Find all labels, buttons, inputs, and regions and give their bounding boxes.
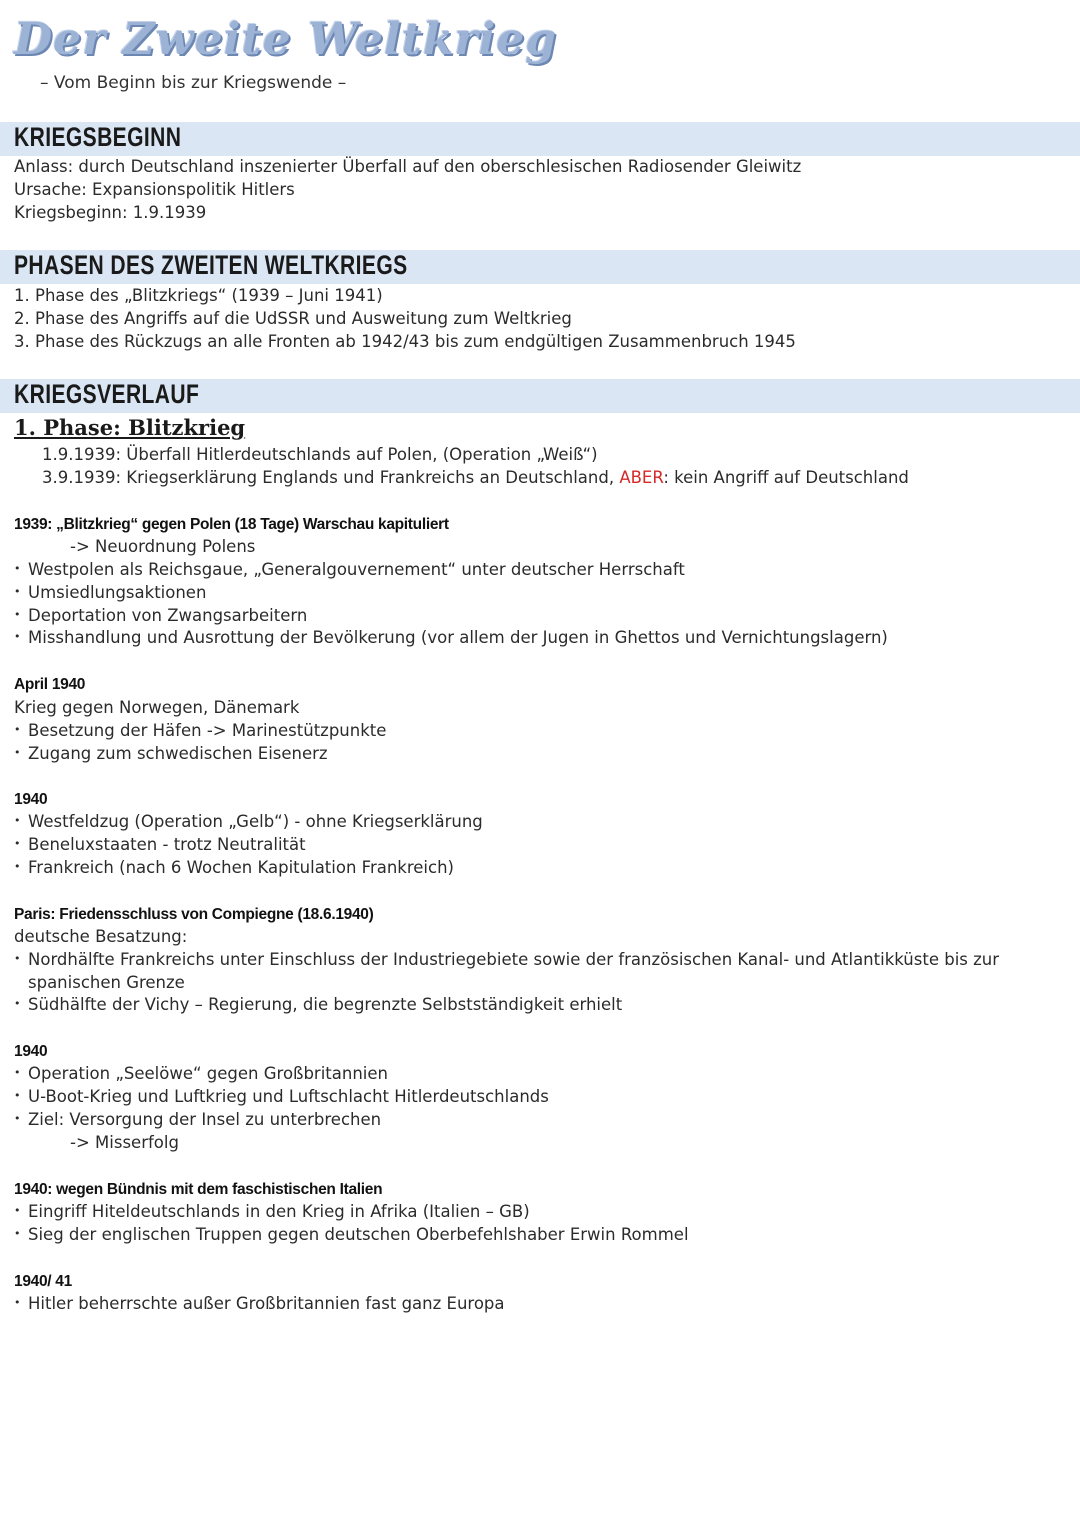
list-item-text: Ziel: Versorgung der Insel zu unterbrechen (28, 1110, 382, 1129)
block-heading: 1939: „Blitzkrieg“ gegen Polen (18 Tage) Warschau kapituliert (14, 516, 449, 533)
list-item-text: Frankreich (nach 6 Wochen Kapitulation Frankreich) (28, 858, 454, 877)
bullet-icon: • (14, 1227, 21, 1240)
block-heading: 1940 (14, 1043, 48, 1060)
text-line: Krieg gegen Norwegen, Dänemark (14, 698, 300, 717)
list-item-text: Hitler beherrschte außer Großbritannien fast ganz Europa (28, 1294, 505, 1313)
list-item-text: Besetzung der Häfen -> Marinestützpunkte (28, 721, 387, 740)
list-item (14, 744, 328, 763)
list-item (14, 1087, 549, 1106)
list-item-text: Westfeldzug (Operation „Gelb“) - ohne Kriegserklärung (28, 812, 483, 831)
bullet-icon: • (14, 997, 21, 1010)
section-heading-phasen: PHASEN DES ZWEITEN WELTKRIEGS (14, 250, 408, 280)
list-item-text: Umsiedlungsaktionen (28, 583, 207, 602)
list-item (14, 1225, 689, 1244)
list-item (14, 1294, 505, 1313)
list-item-text: Zugang zum schwedischen Eisenerz (28, 744, 328, 763)
bullet-icon: • (14, 585, 21, 598)
list-item (14, 560, 685, 579)
list-item (14, 858, 454, 877)
text-line: deutsche Besatzung: (14, 927, 188, 946)
highlight-aber: ABER (619, 468, 664, 487)
bullet-icon: • (14, 1112, 21, 1125)
text-line: 2. Phase des Angriffs auf die UdSSR und Ausweitung zum Weltkrieg (14, 309, 572, 328)
block-heading: 1940 (14, 791, 48, 808)
bullet-icon: • (14, 1089, 21, 1102)
phase-heading: 1. Phase: Blitzkrieg (14, 415, 246, 440)
text-line: Kriegsbeginn: 1.9.1939 (14, 203, 207, 222)
text-line: Anlass: durch Deutschland inszenierter Überfall auf den oberschlesischen Radiosender Gleiwitz (14, 157, 802, 176)
list-item (14, 583, 206, 602)
bullet-icon: • (14, 814, 21, 827)
list-item-text: Eingriff Hiteldeutschlands in den Krieg in Afrika (Italien – GB) (28, 1202, 530, 1221)
text-line (42, 468, 909, 487)
list-item (14, 812, 483, 831)
block-heading: April 1940 (14, 676, 86, 693)
bullet-icon: • (14, 952, 21, 965)
list-item-text: Misshandlung und Ausrottung der Bevölkerung (vor allem der Jugen in Ghettos und Vernichtungslagern) (28, 628, 888, 647)
bullet-icon: • (14, 630, 21, 643)
block-heading: Paris: Friedensschluss von Compiegne (18.6.1940) (14, 906, 374, 923)
list-item (14, 1064, 388, 1083)
text-part: : kein Angriff auf Deutschland (663, 468, 909, 487)
text-line: 1.9.1939: Überfall Hitlerdeutschlands auf Polen, (Operation „Weiß“) (42, 445, 598, 464)
list-item-text: Deportation von Zwangsarbeitern (28, 606, 308, 625)
bullet-icon: • (14, 608, 21, 621)
list-item-text: Sieg der englischen Truppen gegen deutschen Oberbefehlshaber Erwin Rommel (28, 1225, 689, 1244)
list-item-text: Beneluxstaaten - trotz Neutralität (28, 835, 306, 854)
list-item (14, 950, 999, 969)
bullet-icon: • (14, 1296, 21, 1309)
arrow-line: -> Misserfolg (70, 1133, 179, 1152)
text-line: 3. Phase des Rückzugs an alle Fronten ab 1942/43 bis zum endgültigen Zusammenbruch 1945 (14, 332, 796, 351)
list-item (14, 835, 306, 854)
page-title: Der Zweite Weltkrieg (14, 14, 557, 65)
block-heading: 1940: wegen Bündnis mit dem faschistischen Italien (14, 1181, 383, 1198)
block-heading: 1940/ 41 (14, 1273, 72, 1290)
list-item-text: Südhälfte der Vichy – Regierung, die begrenzte Selbstständigkeit erhielt (28, 995, 623, 1014)
list-item-continuation: spanischen Grenze (28, 973, 185, 992)
list-item (14, 1202, 530, 1221)
bullet-icon: • (14, 837, 21, 850)
bullet-icon: • (14, 1066, 21, 1079)
bullet-icon: • (14, 746, 21, 759)
text-line: Ursache: Expansionspolitik Hitlers (14, 180, 295, 199)
text-line: 1. Phase des „Blitzkriegs“ (1939 – Juni 1941) (14, 286, 383, 305)
bullet-icon: • (14, 723, 21, 736)
list-item-text: Westpolen als Reichsgaue, „Generalgouvernement“ unter deutscher Herrschaft (28, 560, 685, 579)
arrow-line: -> Neuordnung Polens (70, 537, 256, 556)
list-item (14, 1110, 381, 1129)
list-item-text: Operation „Seelöwe“ gegen Großbritannien (28, 1064, 388, 1083)
list-item (14, 628, 888, 647)
list-item-text: U-Boot-Krieg und Luftkrieg und Luftschlacht Hitlerdeutschlands (28, 1087, 549, 1106)
list-item (14, 721, 386, 740)
page-subtitle: – Vom Beginn bis zur Kriegswende – (40, 73, 347, 93)
list-item (14, 995, 622, 1014)
bullet-icon: • (14, 562, 21, 575)
text-part: 3.9.1939: Kriegserklärung Englands und Frankreichs an Deutschland, (42, 468, 620, 487)
section-heading-verlauf: KRIEGSVERLAUF (14, 379, 200, 409)
bullet-icon: • (14, 1204, 21, 1217)
list-item-text: Nordhälfte Frankreichs unter Einschluss der Industriegebiete sowie der französischen Kanal- und Atlantikküste bis zur (28, 950, 1000, 969)
list-item (14, 606, 307, 625)
section-heading-kriegsbeginn: KRIEGSBEGINN (14, 122, 182, 152)
bullet-icon: • (14, 860, 21, 873)
